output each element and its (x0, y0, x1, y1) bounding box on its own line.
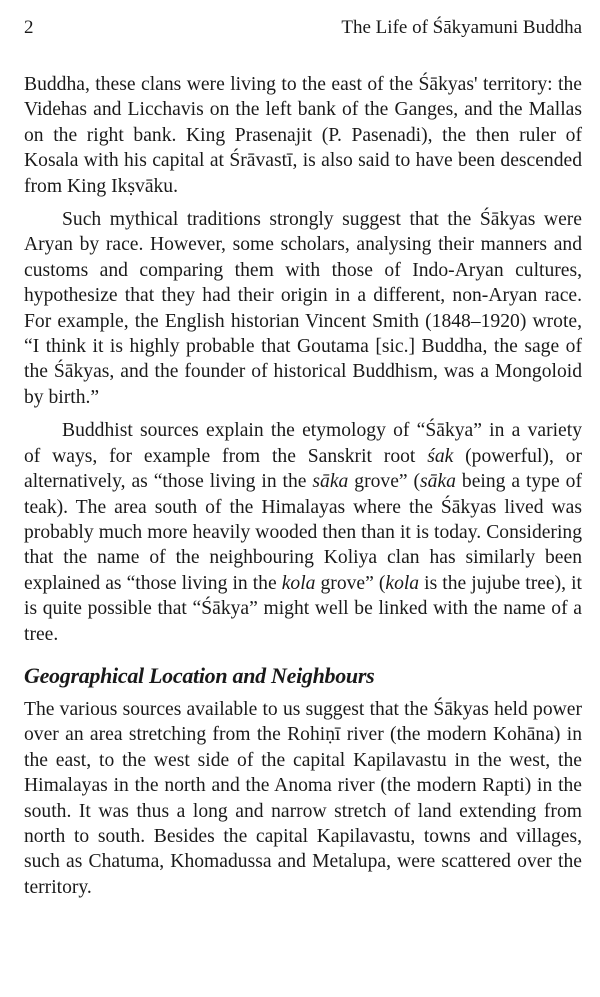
running-header (24, 14, 582, 48)
paragraph-3-text-4: being a type of teak). The area south of the Himalayas where the Śākyas lived was probably much more heavily wooded then than it is today. Considering that the name of the neighbouring Koliya clan has similarly been explained as “those living in the (24, 471, 582, 594)
term-kola-2: kola (385, 572, 420, 594)
paragraph-3 (24, 418, 582, 647)
paragraph-3-text-2: (powerful), or alternatively, as “those living in the (24, 445, 582, 493)
paragraph-4: The various sources available to us suggest that the Śākyas held power over an area stretching from the Rohiṇī river (the modern Kohāna) in the east, to the west side of the capital Kapilavastu in the west, the Himalayas in the north and the Anoma river (the modern Rapti) in the south. It was thus a long and narrow stretch of land extending from north to south. Besides the capital Kapilavastu, towns and villages, such as Chatuma, Khomadussa and Metalupa, were scattered over the territory. (24, 698, 582, 898)
term-shak: śak (427, 445, 454, 467)
term-kola-1: kola (281, 572, 316, 594)
body-text (24, 72, 582, 900)
paragraph-3-text-3: grove” ( (348, 471, 421, 493)
section-heading: Geographical Location and Neighbours (24, 662, 375, 688)
page-number: 2 (24, 17, 34, 38)
running-title: The Life of Śākyamuni Buddha (341, 17, 582, 38)
paragraph-1: Buddha, these clans were living to the east of the Śākyas' territory: the Videhas and Licchavis on the left bank of the Ganges, and the Mallas on the right bank. King Prasenajit (P. Pasenadi), the then ruler of Kosala with his capital at Śrāvastī, is also said to have been descended from King Ikṣvāku. (24, 74, 582, 197)
term-saka-1: sāka (312, 471, 349, 493)
paragraph-2: Such mythical traditions strongly suggest that the Śākyas were Aryan by race. However, some scholars, analysing their manners and customs and comparing them with those of Indo-Aryan cultures, hypothesize that they had their origin in a different, non-Aryan race. For example, the English historian Vincent Smith (1848–1920) wrote, “I think it is highly probable that Goutama [sic.] Buddha, the sage of the Śākyas, and the founder of historical Buddhism, was a Mongoloid by birth.” (24, 209, 582, 408)
paragraph-3-text-6: is the jujube tree), it is quite possible that “Śākya” might well be linked with the name of a tree. (24, 572, 582, 645)
paragraph-3-text-5: grove” ( (315, 572, 386, 594)
paragraph-3-text-1: Buddhist sources explain the etymology of “Śākya” in a variety of ways, for example from the Sanskrit root (24, 420, 582, 467)
term-saka-2: sāka (420, 471, 456, 493)
